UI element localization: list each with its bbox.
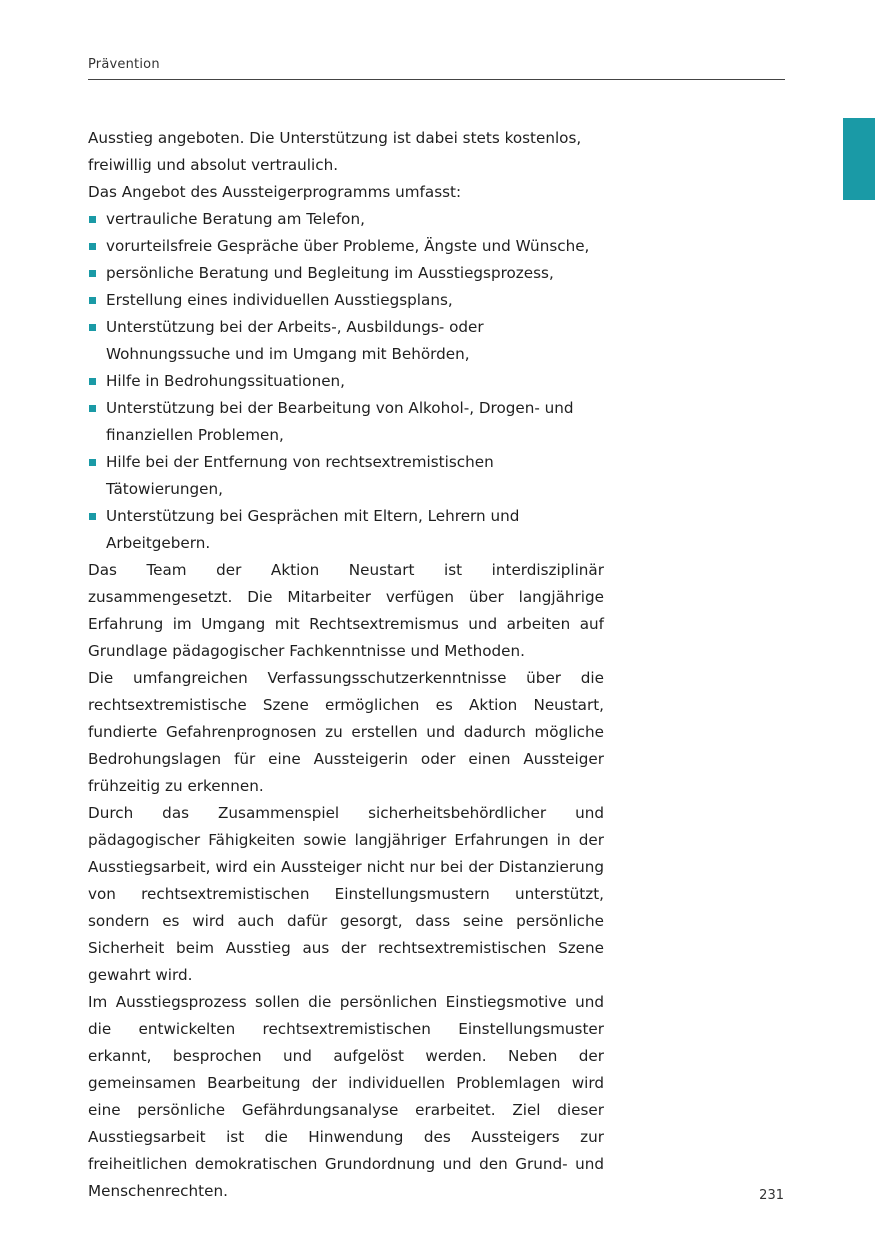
list-item-text: Unterstützung bei der Bearbeitung von Alkohol-, Drogen- und finanziellen Problemen,	[106, 399, 574, 444]
list-item	[88, 287, 604, 314]
list-item-text: Unterstützung bei der Arbeits-, Ausbildungs- oder Wohnungssuche und im Umgang mit Behörden,	[106, 318, 484, 363]
body-paragraph-team: Das Team der Aktion Neustart ist interdisziplinär zusammengesetzt. Die Mitarbeiter verfügen über langjährige Erfahrung im Umgang mit Rechtsextremismus und arbeiten auf Grundlage pädagogischer Fachkenntnisse und Methoden.	[88, 561, 604, 660]
page-header-title: Prävention	[88, 57, 160, 72]
square-bullet-icon	[89, 405, 96, 412]
list-item	[88, 260, 604, 287]
list-intro: Das Angebot des Aussteigerprogramms umfasst:	[88, 183, 462, 201]
list-item-text: persönliche Beratung und Begleitung im Ausstiegsprozess,	[106, 264, 554, 282]
square-bullet-icon	[89, 459, 96, 466]
body-paragraph-insights: Die umfangreichen Verfassungsschutzerkenntnisse über die rechtsextremistische Szene ermöglichen es Aktion Neustart, fundierte Gefahrenprognosen zu erstellen und dadurch mögliche Bedrohungslagen für eine Aussteigerin oder einen Aussteiger frühzeitig zu erkennen.	[88, 669, 604, 795]
header-divider	[88, 79, 785, 80]
list-item-text: vertrauliche Beratung am Telefon,	[106, 210, 365, 228]
body-content	[88, 125, 604, 1205]
offer-list	[88, 206, 604, 557]
list-item-text: Erstellung eines individuellen Ausstiegsplans,	[106, 291, 453, 309]
list-item	[88, 368, 604, 395]
list-item	[88, 395, 604, 449]
body-paragraph-process: Im Ausstiegsprozess sollen die persönlichen Einstiegsmotive und die entwickelten rechtsextremistischen Einstellungsmuster erkannt, besprochen und aufgelöst werden. Neben der gemeinsamen Bearbeitung der individuellen Problemlagen wird eine persönliche Gefährdungsanalyse erarbeitet. Ziel dieser Ausstiegsarbeit ist die Hinwendung des Aussteigers zur freiheitlichen demokratischen Grundordnung und den Grund- und Menschenrechten.	[88, 993, 604, 1200]
list-item	[88, 206, 604, 233]
list-item	[88, 449, 604, 503]
list-item-text: Hilfe bei der Entfernung von rechtsextremistischen Tätowierungen,	[106, 453, 494, 498]
square-bullet-icon	[89, 297, 96, 304]
square-bullet-icon	[89, 216, 96, 223]
page-number: 231	[759, 1188, 784, 1203]
square-bullet-icon	[89, 243, 96, 250]
square-bullet-icon	[89, 378, 96, 385]
list-item-text: vorurteilsfreie Gespräche über Probleme, Ängste und Wünsche,	[106, 237, 590, 255]
chapter-marker-tab	[843, 118, 875, 200]
square-bullet-icon	[89, 270, 96, 277]
list-item	[88, 503, 604, 557]
list-item-text: Unterstützung bei Gesprächen mit Eltern, Lehrern und Arbeitgebern.	[106, 507, 520, 552]
list-item-text: Hilfe in Bedrohungssituationen,	[106, 372, 345, 390]
intro-paragraph: Ausstieg angeboten. Die Unterstützung ist dabei stets kostenlos, freiwillig und absolut vertraulich.	[88, 129, 582, 174]
square-bullet-icon	[89, 324, 96, 331]
square-bullet-icon	[89, 513, 96, 520]
body-paragraph-cooperation: Durch das Zusammenspiel sicherheitsbehördlicher und pädagogischer Fähigkeiten sowie langjähriger Erfahrungen in der Ausstiegsarbeit, wird ein Aussteiger nicht nur bei der Distanzierung von rechtsextremistischen Einstellungsmustern unterstützt, sondern es wird auch dafür gesorgt, dass seine persönliche Sicherheit beim Ausstieg aus der rechtsextremistischen Szene gewahrt wird.	[88, 804, 604, 984]
list-item	[88, 233, 604, 260]
list-item	[88, 314, 604, 368]
